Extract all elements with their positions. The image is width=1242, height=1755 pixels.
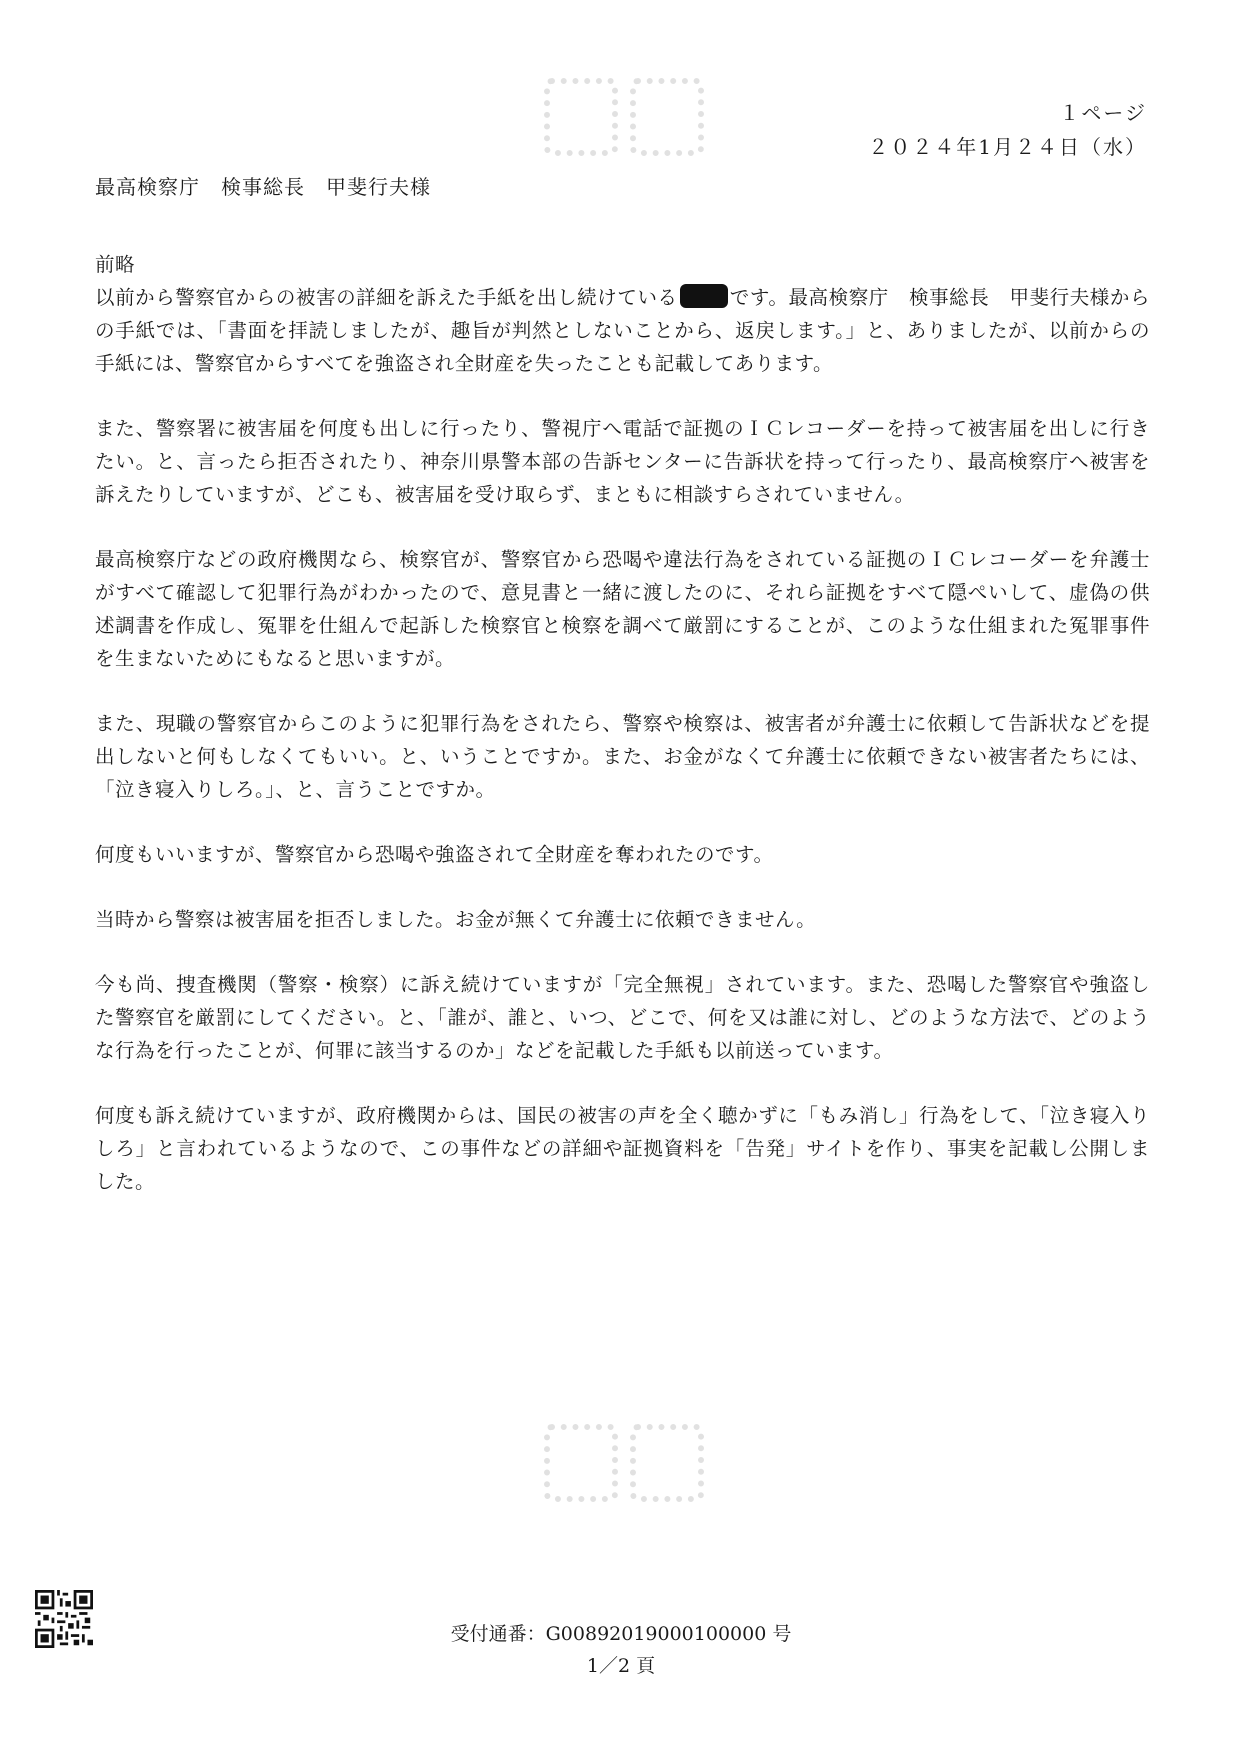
page-count: 1／2 頁 [586,1655,656,1677]
paragraph-1 [95,281,1150,380]
salutation: 前略 [95,253,136,276]
paragraph-4: また、現職の警察官からこのように犯罪行為をされたら、警察や検察は、被害者が弁護士に依頼して告訴状などを提出しないと何もしなくてもいい。と、いうことですか。また、お金がなくて弁護士に依頼できない被害者たちには、「泣き寝入りしろ。」、と、言うことですか。 [95,712,1150,801]
letter-date: ２０２４年1月２４日（水） [868,135,1147,159]
addressee: 最高検察庁 検事総長 甲斐行夫様 [95,175,431,199]
received-stamp-top [540,72,710,152]
paragraph-5: 何度もいいますが、警察官から恐喝や強盗されて全財産を奪われたのです。 [95,843,774,866]
receipt-number: 受付通番：G00892019000100000 号 [450,1623,792,1645]
paragraph-7: 今も尚、捜査機関（警察・検察）に訴え続けていますが「完全無視」されています。また、恐喝した警察官や強盗した警察官を厳罰にしてください。と、「誰が、誰と、いつ、どこで、何を又は誰に対し、どのような方法で、どのような行為を行ったことが、何罪に該当するのか」などを記載した手紙も以前送っています。 [95,973,1150,1062]
paragraph-1-end: です。最高検察庁 検事総長 甲斐行夫様からの手紙では、「書面を拝読しましたが、趣旨が判然としないことから、返戻します。」と、ありましたが、以前からの手紙には、警察官からすべてを強盗され全財産を失ったことも記載してあります。 [95,286,1150,375]
paragraph-6: 当時から警察は被害届を拒否しました。お金が無くて弁護士に依頼できません。 [95,908,817,931]
paragraph-2: また、警察署に被害届を何度も出しに行ったり、警視庁へ電話で証拠のＩＣレコーダーを持って被害届を出しに行きたい。と、言ったら拒否されたり、神奈川県警本部の告訴センターに告訴状を持って行ったり、最高検察庁へ被害を訴えたりしていますが、どこも、被害届を受け取らず、まともに相談すらされていません。 [95,417,1150,506]
paragraph-8: 何度も訴え続けていますが、政府機関からは、国民の被害の声を全く聴かずに「もみ消し」行為をして、「泣き寝入りしろ」と言われているようなので、この事件などの詳細や証拠資料を「告発」サイトを作り、事実を記載し公開しました。 [95,1104,1150,1193]
paragraph-3: 最高検察庁などの政府機関なら、検察官が、警察官から恐喝や違法行為をされている証拠のＩＣレコーダーを弁護士がすべて確認して犯罪行為がわかったので、意見書と一緒に渡したのに、それら証拠をすべて隠ぺいして、虚偽の供述調書を作成し、冤罪を仕組んで起訴した検察官と検察を調べて厳罰にすることが、このような仕組まれた冤罪事件を生まないためにもなると思いますが。 [95,548,1150,670]
redacted-name [680,284,728,308]
page-header [868,96,1147,164]
letter-body [95,248,1150,1230]
received-stamp-bottom [540,1418,710,1498]
page-label: １ページ [1059,101,1147,125]
paragraph-1-start: 以前から警察官からの被害の詳細を訴えた手紙を出し続けている [95,286,678,309]
